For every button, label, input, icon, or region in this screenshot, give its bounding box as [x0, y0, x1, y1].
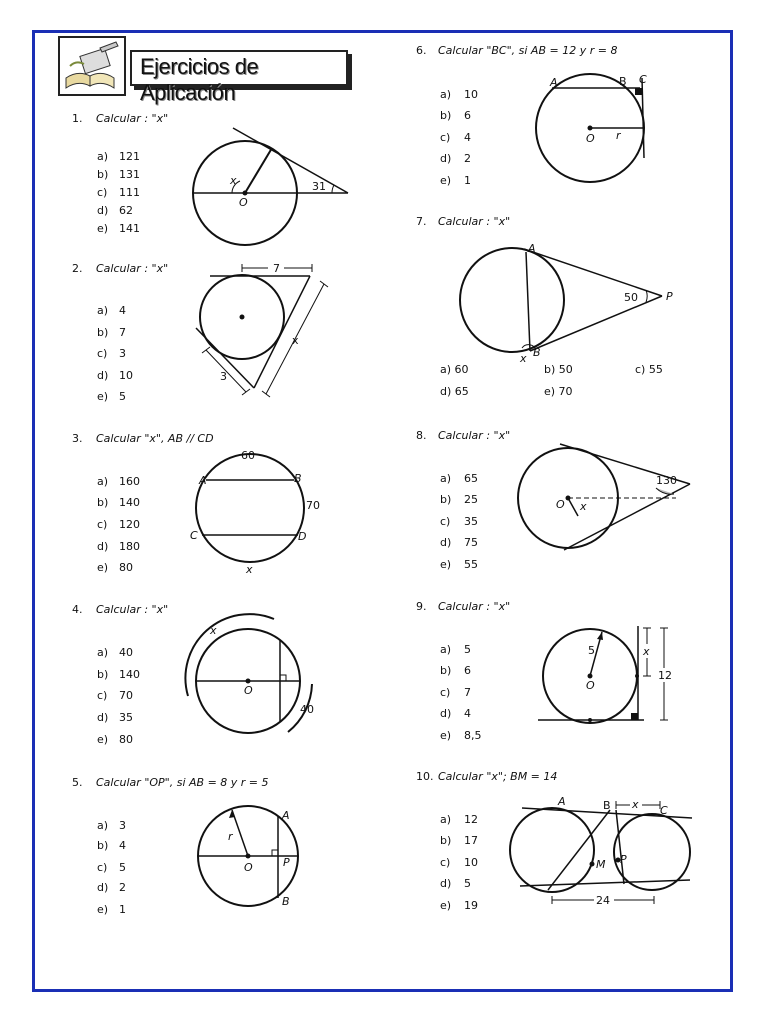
label-side: x [292, 334, 299, 347]
option-value: 4 [119, 304, 126, 317]
header [58, 36, 352, 105]
option-value: 10 [464, 88, 478, 101]
figure-3 [188, 446, 338, 576]
label-len: 24 [596, 894, 610, 907]
label-b: B [603, 799, 611, 812]
label-d: D [298, 530, 307, 543]
option-value: 2 [119, 881, 126, 894]
option-letter: e) [97, 222, 109, 235]
option-value: 160 [119, 475, 140, 488]
problem-number: 5. [72, 776, 83, 789]
option-value: 121 [119, 150, 140, 163]
option-letter: c) [97, 861, 108, 874]
option-value: 55 [464, 558, 478, 571]
option-value: 7 [464, 686, 471, 699]
label-x: x [580, 500, 587, 513]
problem-number: 6. [416, 44, 427, 57]
label-b: B [619, 75, 627, 88]
option-value: 3 [119, 819, 126, 832]
option-letter: b) [440, 834, 452, 847]
option-letter: a) [97, 150, 109, 163]
label-p: P [620, 853, 627, 866]
label-x: x [210, 624, 217, 637]
label-o: O [244, 861, 253, 874]
option-value: 6 [464, 664, 471, 677]
option-value: 140 [119, 496, 140, 509]
option: d) 65 [440, 385, 469, 398]
option-value: 111 [119, 186, 140, 199]
option-letter: b) [97, 496, 109, 509]
option-value: 140 [119, 668, 140, 681]
label-angle: 50 [624, 291, 638, 304]
option-letter: d) [97, 711, 109, 724]
label-c: C [639, 73, 647, 86]
figure-6 [532, 74, 662, 189]
option-letter: b) [97, 668, 109, 681]
option-value: 12 [464, 813, 478, 826]
problem-number: 7. [416, 215, 427, 228]
option-value: 35 [464, 515, 478, 528]
label-r: 5 [588, 644, 595, 657]
label-c: C [190, 529, 198, 542]
label-h: 12 [658, 669, 672, 682]
option-letter: d) [97, 204, 109, 217]
option-letter: c) [97, 689, 108, 702]
figure-1 [188, 124, 358, 254]
option-value: 35 [119, 711, 133, 724]
option-letter: d) [440, 152, 452, 165]
option-value: 5 [464, 877, 471, 890]
option-value: 19 [464, 899, 478, 912]
label-b: B [294, 472, 302, 485]
label-x: x [520, 352, 527, 365]
problem-number: 8. [416, 429, 427, 442]
problem-prompt: Calcular : "x" [438, 215, 511, 228]
option-letter: e) [440, 174, 452, 187]
problem-number: 1. [72, 112, 83, 125]
option-letter: b) [97, 326, 109, 339]
option-value: 40 [119, 646, 133, 659]
option-letter: c) [440, 686, 451, 699]
option-letter: a) [440, 472, 452, 485]
option-value: 4 [464, 707, 471, 720]
figure-8 [512, 440, 702, 555]
figure-7 [456, 240, 686, 365]
problem-prompt: Calcular "x", AB // CD [96, 432, 214, 445]
option-value: 80 [119, 561, 133, 574]
option-letter: a) [440, 643, 452, 656]
problem-number: 4. [72, 603, 83, 616]
label-o: O [244, 684, 253, 697]
page-title-box [130, 50, 348, 105]
option-letter: c) [440, 131, 451, 144]
option-letter: d) [440, 877, 452, 890]
label-o: O [586, 679, 595, 692]
problem-prompt: Calcular : "x" [438, 429, 511, 442]
option-letter: c) [97, 186, 108, 199]
label-o: O [556, 498, 565, 511]
problem-number: 10. [416, 770, 434, 783]
option-value: 141 [119, 222, 140, 235]
option-letter: a) [97, 304, 109, 317]
label-r: r [616, 129, 621, 142]
option-value: 6 [464, 109, 471, 122]
option-letter: d) [440, 536, 452, 549]
option-letter: c) [97, 518, 108, 531]
option-letter: b) [440, 493, 452, 506]
option-value: 25 [464, 493, 478, 506]
label-c: C [660, 804, 668, 817]
option-letter: c) [440, 856, 451, 869]
label-o: O [239, 196, 248, 209]
label-r: r [228, 830, 233, 843]
option-letter: a) [440, 813, 452, 826]
option-letter: e) [97, 561, 109, 574]
option-value: 2 [464, 152, 471, 165]
label-arc: 40 [300, 703, 314, 716]
problem-prompt: Calcular : "x" [96, 262, 169, 275]
label-b: B [533, 346, 541, 359]
option: a) 60 [440, 363, 469, 376]
problem-prompt: Calcular : "x" [438, 600, 511, 613]
option-value: 1 [464, 174, 471, 187]
option-letter: a) [97, 646, 109, 659]
problem-prompt: Calcular "x"; BM = 14 [438, 770, 558, 783]
problem-number: 3. [72, 432, 83, 445]
option-value: 5 [119, 861, 126, 874]
option-letter: e) [97, 390, 109, 403]
figure-9 [534, 622, 684, 727]
label-bottom: 3 [220, 370, 227, 383]
option-letter: e) [440, 558, 452, 571]
option-value: 1 [119, 903, 126, 916]
option-letter: a) [97, 819, 109, 832]
option-letter: d) [97, 881, 109, 894]
option-letter: b) [97, 839, 109, 852]
figure-2 [192, 262, 342, 402]
option-value: 65 [464, 472, 478, 485]
label-top: 60 [241, 449, 255, 462]
option-letter: d) [97, 540, 109, 553]
label-a: A [558, 795, 566, 808]
option-letter: d) [97, 369, 109, 382]
option-letter: a) [440, 88, 452, 101]
figure-5 [194, 800, 324, 920]
option: c) 55 [635, 363, 663, 376]
label-a: A [282, 809, 290, 822]
page-title: Ejercicios de Aplicación [140, 54, 259, 105]
label-a: A [550, 76, 558, 89]
option-value: 7 [119, 326, 126, 339]
option-value: 180 [119, 540, 140, 553]
label-a: A [199, 474, 207, 487]
option-letter: c) [440, 515, 451, 528]
problem-prompt: Calcular : "x" [96, 603, 169, 616]
books-pencil-icon [58, 36, 126, 96]
problem-prompt: Calcular "BC", si AB = 12 y r = 8 [438, 44, 618, 57]
option-value: 5 [119, 390, 126, 403]
option-letter: b) [440, 664, 452, 677]
problem-number: 2. [72, 262, 83, 275]
option-letter: e) [97, 903, 109, 916]
label-bottom: x [246, 563, 253, 576]
label-b: B [282, 895, 290, 908]
option-letter: b) [440, 109, 452, 122]
option-letter: e) [440, 899, 452, 912]
option-value: 131 [119, 168, 140, 181]
option-value: 8,5 [464, 729, 482, 742]
label-m: M [596, 858, 606, 871]
label-p: P [666, 290, 673, 303]
problem-number: 9. [416, 600, 427, 613]
option-letter: c) [97, 347, 108, 360]
option-value: 10 [464, 856, 478, 869]
option-value: 4 [464, 131, 471, 144]
option: b) 50 [544, 363, 573, 376]
label-p: P [283, 856, 290, 869]
figure-4 [180, 616, 340, 756]
option-value: 5 [464, 643, 471, 656]
label-a: A [528, 242, 536, 255]
option-letter: e) [97, 733, 109, 746]
option-value: 4 [119, 839, 126, 852]
label-x: x [632, 798, 639, 811]
figure-10 [506, 794, 696, 909]
label-o: O [586, 132, 595, 145]
option-value: 10 [119, 369, 133, 382]
option-value: 62 [119, 204, 133, 217]
option-value: 75 [464, 536, 478, 549]
option-value: 70 [119, 689, 133, 702]
option-value: 80 [119, 733, 133, 746]
label-right: 70 [306, 499, 320, 512]
option: e) 70 [544, 385, 573, 398]
label-x: x [643, 645, 650, 658]
option-letter: d) [440, 707, 452, 720]
label-angle: 130 [656, 474, 677, 487]
option-value: 3 [119, 347, 126, 360]
option-value: 17 [464, 834, 478, 847]
label-top: 7 [273, 262, 280, 275]
option-letter: b) [97, 168, 109, 181]
label-x: x [230, 174, 237, 187]
label-angle: 31 [312, 180, 326, 193]
problem-prompt: Calcular : "x" [96, 112, 169, 125]
option-value: 120 [119, 518, 140, 531]
option-letter: e) [440, 729, 452, 742]
option-letter: a) [97, 475, 109, 488]
problem-prompt: Calcular "OP", si AB = 8 y r = 5 [96, 776, 269, 789]
